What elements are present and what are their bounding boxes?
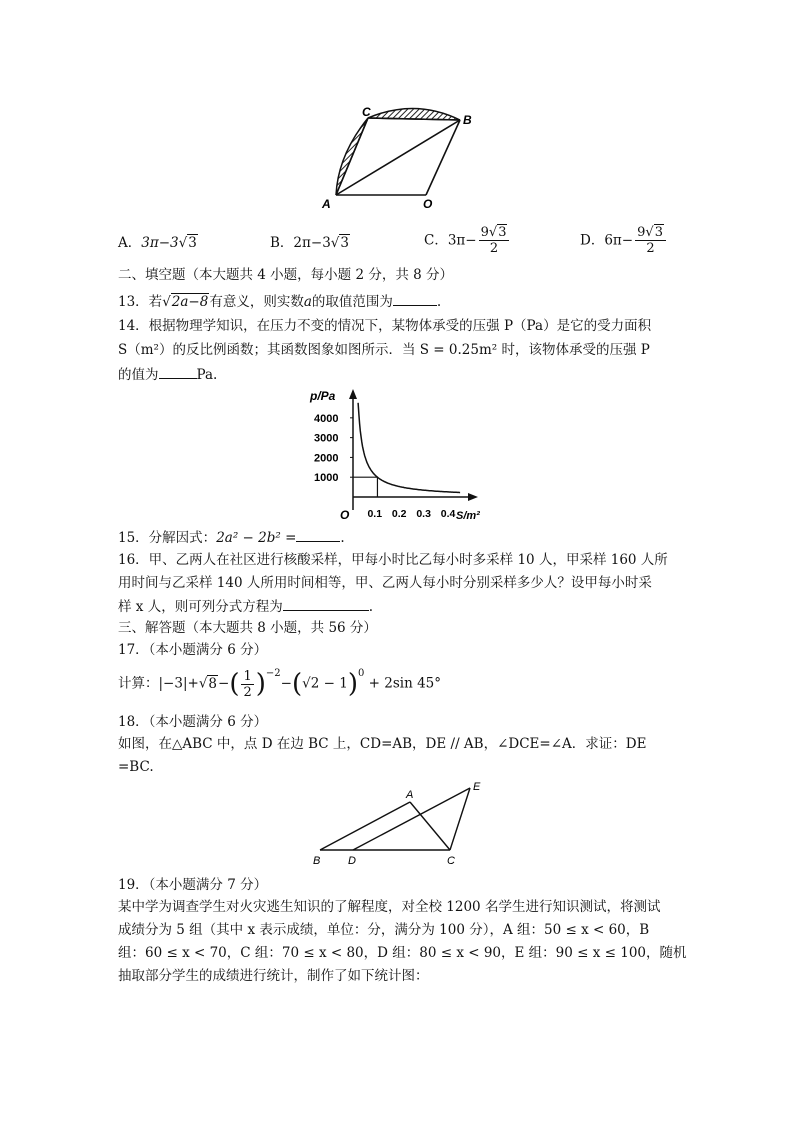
q14-line1: 14．根据物理学知识，在压力不变的情况下，某物体承受的压强 P（Pa）是它的受力面积 [118,318,652,334]
q19-line1: 某中学为调查学生对火灾逃生知识的了解程度，对全校 1200 名学生进行知识测试，将测试 [118,899,661,915]
x-tick-label: 0.1 [367,508,383,520]
q16-line2: 用时间与乙采样 140 人所用时间相等，甲、乙两人每小时分别采样多少人？设甲每小时采 [118,575,652,591]
q19-title: 19．（本小题满分 7 分） [118,877,268,893]
y-tick-label: 2000 [314,452,339,465]
q13: 13．若√2a−8有意义，则实数a的取值范围为 . [118,291,441,312]
x-tick-label: 0.3 [416,508,431,520]
section2-heading: 二、填空题（本大题共 4 小题，每小题 2 分，共 8 分） [118,267,454,283]
origin-label: O [340,508,350,522]
segment-ba [320,802,410,850]
y-tick-label: 3000 [314,432,339,445]
x-tick-label: 0.2 [391,508,407,520]
q13-answer-blank [393,291,437,306]
q19-line4: 抽取部分学生的成绩进行统计，制作了如下统计图： [118,968,429,984]
q12-options [118,225,678,265]
y-tick-label: 1000 [314,472,339,485]
label-c: C [447,855,455,867]
q15: 15．分解因式：2a² − 2b² = . [118,527,345,548]
label-a: A [322,197,331,211]
x-tick-label: 0.4 [440,508,456,520]
q17-title: 17．（本小题满分 6 分） [118,642,268,658]
q16-answer-blank [283,596,369,611]
q19-line2: 成绩分为 5 组（其中 x 表示成绩，单位：分，满分为 100 分），A 组：50 ≤ x < 60，B [118,922,650,938]
q14-answer-blank [159,364,197,379]
q16-line3: 样 x 人，则可列分式方程为 . [118,596,373,617]
inverse-curve [358,403,460,493]
q14-line2: S（m²）的反比例函数；其函数图象如图所示．当 S = 0.25m² 时，该物体承受的压强 P [118,342,650,358]
option-d: D．6π− $\frac{9√3}{2}$ [580,225,668,256]
triangle-figure [305,780,495,870]
label-b: B [463,113,472,127]
option-b: B．2π−3√3 [270,235,349,251]
edge-bo [426,120,460,195]
label-b: B [313,855,321,867]
q19-line3: 组：60 ≤ x < 70，C 组：70 ≤ x < 80，D 组：80 ≤ x < 90，E 组：90 ≤ x ≤ 100，随机 [118,945,687,961]
y-axis-arrow [349,389,357,399]
label-c: C [362,105,371,119]
x-axis-label: S/m² [456,510,480,522]
q14-line3: 的值为 Pa. [118,364,217,385]
label-d: D [348,855,356,867]
edge-ac [336,118,368,195]
edge-ab [336,120,460,195]
option-c: C．3π− $\frac{9√3}{2}$ [424,225,511,256]
section3-heading: 三、解答题（本大题共 8 小题，共 56 分） [118,620,377,636]
q18-line2: =BC. [118,759,154,775]
q18-title: 18．（本小题满分 6 分） [118,714,268,730]
option-a: A．3π−3√3 [118,235,197,251]
label-a: A [406,789,414,801]
q15-answer-blank [296,527,340,542]
pressure-area-chart [300,385,500,525]
q18-line1: 如图，在△ABC 中，点 D 在边 BC 上，CD=AB，DE // AB，∠DCE=∠A．求证：DE [118,736,647,752]
sector-figure [320,100,490,215]
q16-line1: 16．甲、乙两人在社区进行核酸采样，甲每小时比乙每小时多采样 10 人，甲采样 160 人所 [118,552,668,568]
y-axis-label: p/Pa [310,389,336,403]
y-tick-label: 4000 [314,412,339,425]
q17-expression: 计算：|−3|+√8−( $\frac{1}{2}$ )$^{-2}-(√2 - 1)^0 + 2\sin$ 45° [118,668,442,700]
label-o: O [423,197,433,211]
x-axis-arrow [468,493,478,501]
label-e: E [473,781,481,793]
